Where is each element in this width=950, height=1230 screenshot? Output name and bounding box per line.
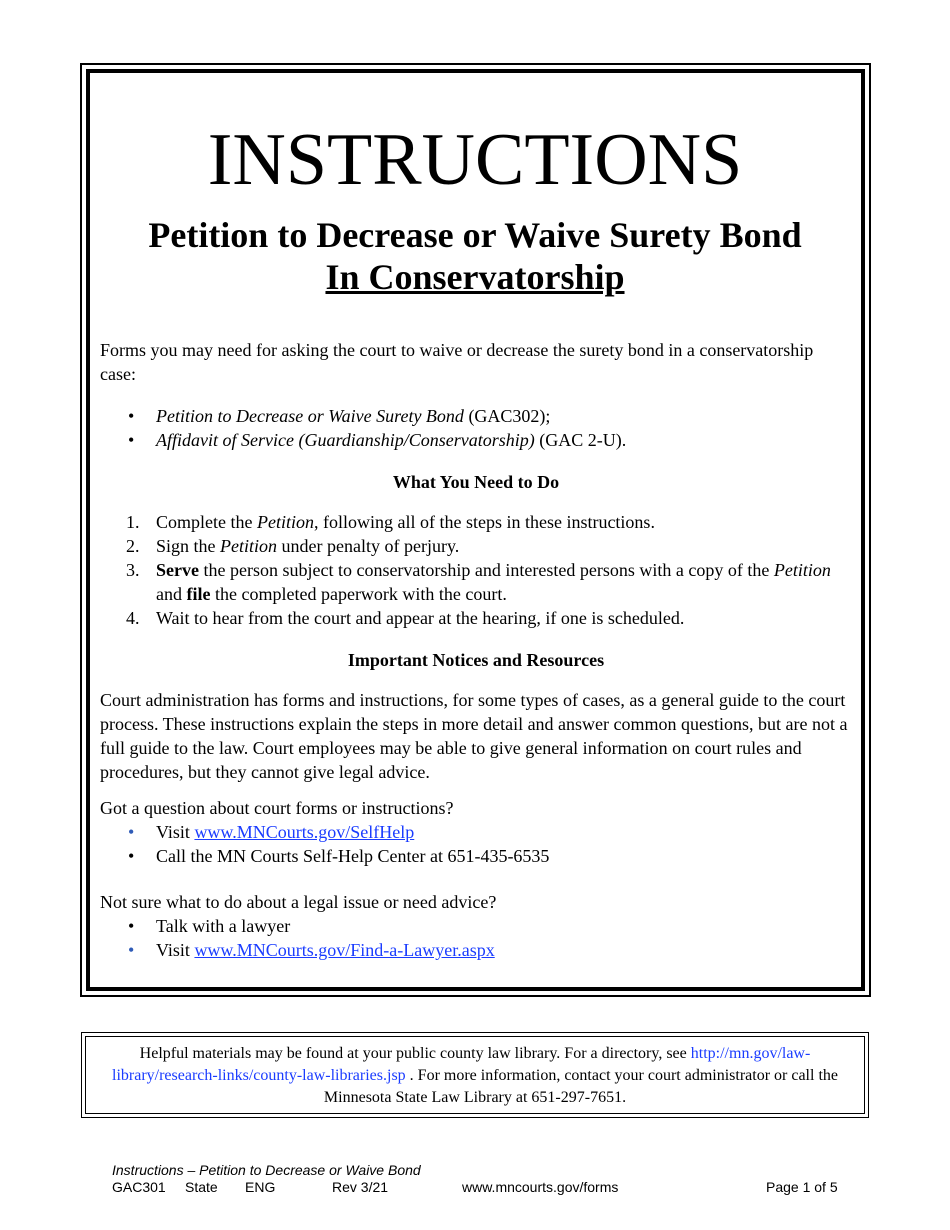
- find-lawyer-link[interactable]: www.MNCourts.gov/Find-a-Lawyer.aspx: [194, 940, 495, 960]
- step-text: the person subject to conservatorship and interested persons with a copy of the: [198, 560, 774, 580]
- step-text: Sign the: [156, 536, 221, 556]
- footer-doc-title: Instructions – Petition to Decrease or Waive Bond: [112, 1162, 421, 1178]
- step-text: and: [156, 584, 187, 604]
- question-forms: Got a question about court forms or instructions?: [100, 798, 454, 818]
- form-code: (GAC 2-U).: [534, 430, 627, 450]
- help-text: . For more information, contact your court administrator or call the Minnesota State Law Library at 651-297-7651.: [323, 1067, 838, 1106]
- selfhelp-link[interactable]: www.MNCourts.gov/SelfHelp: [194, 822, 415, 842]
- step-item: [100, 558, 852, 606]
- question-legal: Not sure what to do about a legal issue or need advice?: [100, 892, 497, 912]
- steps-list: [100, 510, 852, 630]
- subtitle-line-1: Petition to Decrease or Waive Surety Bond: [148, 215, 802, 255]
- bullet-icon: •: [128, 822, 135, 842]
- list-item: [100, 844, 852, 868]
- step-item: [100, 534, 852, 558]
- list-item: [100, 404, 852, 428]
- step-number: 4.: [126, 608, 140, 628]
- step-text: Complete the: [156, 512, 257, 532]
- bullet-icon: •: [128, 916, 135, 936]
- list-item-text: Visit: [156, 940, 195, 960]
- step-emphasis: Petition: [220, 536, 278, 556]
- step-text: the completed paperwork with the court.: [210, 584, 507, 604]
- forms-list: [100, 404, 852, 452]
- intro-paragraph: Forms you may need for asking the court to waive or decrease the surety bond in a conservatorship case:: [100, 340, 814, 384]
- footer-rev: Rev 3/21: [332, 1179, 389, 1195]
- bullet-icon: •: [128, 846, 135, 866]
- list-item-text: Visit: [156, 822, 195, 842]
- law-library-box: [81, 1032, 869, 1118]
- document-subtitle: [0, 214, 950, 298]
- notice-paragraph: Court administration has forms and instructions, for some types of cases, as a general guide to the court process. These instructions explain the steps in more detail and answer common questions, but are not a full guide to the law. Court employees may be able to give general information on court rules and procedures, but they cannot give legal advice.: [100, 690, 848, 782]
- forms-help-list: [100, 820, 852, 868]
- list-item: [100, 820, 852, 844]
- form-title: Affidavit of Service (Guardianship/Conservatorship): [156, 430, 535, 450]
- form-code: (GAC302);: [463, 406, 551, 426]
- footer-url: www.mncourts.gov/forms: [462, 1179, 619, 1195]
- list-item: [100, 914, 852, 938]
- step-item: [100, 606, 852, 630]
- list-item: [100, 938, 852, 962]
- footer-page: Page 1 of 5: [766, 1179, 838, 1195]
- footer-lang: ENG: [245, 1179, 276, 1195]
- notices-heading: Important Notices and Resources: [347, 650, 605, 670]
- county-law-libraries-link[interactable]: http://mn.gov/law-library/research-links/county-law-libraries.jsp: [112, 1045, 811, 1084]
- bullet-icon: •: [128, 406, 135, 426]
- what-you-need-heading: What You Need to Do: [392, 472, 560, 492]
- subtitle-line-2: In Conservatorship: [325, 257, 625, 297]
- step-text: , following all of the steps in these instructions.: [313, 512, 655, 532]
- form-title: Petition to Decrease or Waive Surety Bond: [156, 406, 464, 426]
- help-text: Helpful materials may be found at your public county law library. For a directory, see: [139, 1045, 691, 1062]
- step-text: under penalty of perjury.: [277, 536, 460, 556]
- list-item-text: Call the MN Courts Self-Help Center at 651-435-6535: [156, 846, 550, 866]
- step-number: 1.: [126, 512, 140, 532]
- legal-help-list: [100, 914, 852, 962]
- bullet-icon: •: [128, 940, 135, 960]
- step-text: Wait to hear from the court and appear at the hearing, if one is scheduled.: [156, 608, 685, 628]
- step-item: [100, 510, 852, 534]
- instructions-content: [100, 338, 852, 962]
- page-title: INSTRUCTIONS: [207, 119, 743, 201]
- step-emphasis: Petition: [773, 560, 831, 580]
- step-number: 3.: [126, 560, 140, 580]
- page-footer: [112, 1162, 852, 1196]
- footer-meta: [112, 1179, 852, 1196]
- step-number: 2.: [126, 536, 140, 556]
- footer-state: State: [185, 1179, 218, 1195]
- step-strong: Serve: [156, 560, 199, 580]
- bullet-icon: •: [128, 430, 135, 450]
- footer-form-id: GAC301: [112, 1179, 166, 1195]
- law-library-text: [85, 1036, 865, 1114]
- step-strong: file: [186, 584, 211, 604]
- list-item-text: Talk with a lawyer: [156, 916, 291, 936]
- list-item: [100, 428, 852, 452]
- step-emphasis: Petition: [256, 512, 314, 532]
